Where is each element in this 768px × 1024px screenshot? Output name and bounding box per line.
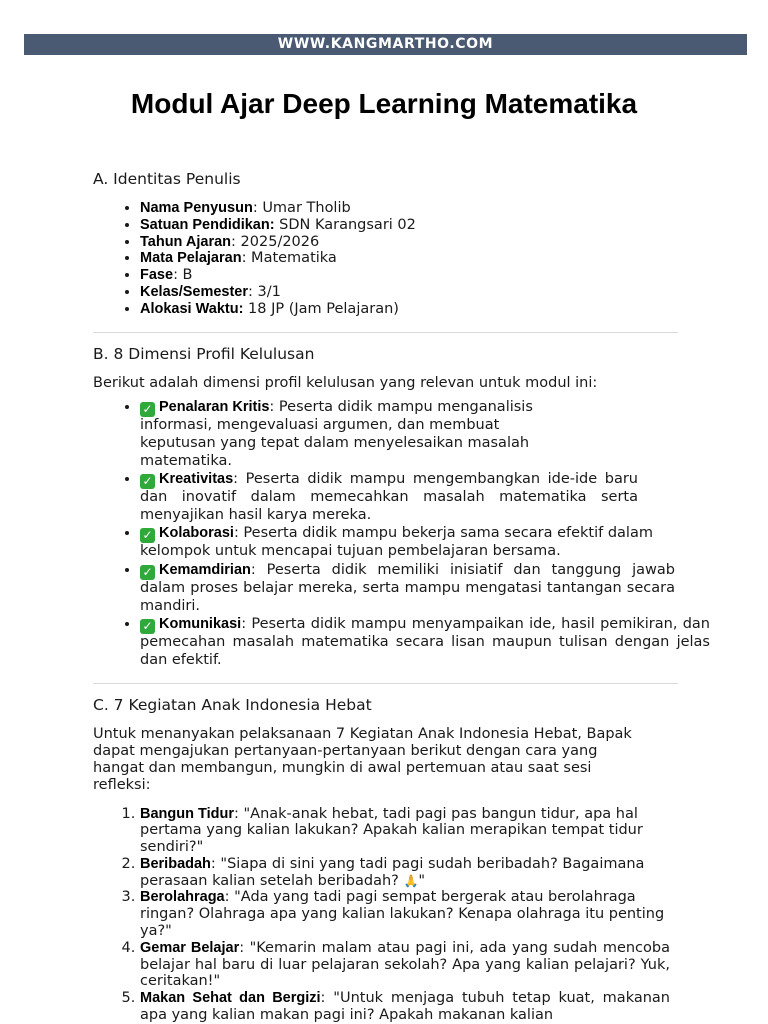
section-divider <box>93 332 678 333</box>
activity-question: : "Anak-anak hebat, tadi pagi pas bangun tidur, apa hal pertama yang kalian lakukan? Apakah kalian merapikan tempat tidur sendiri?" <box>140 805 643 856</box>
identity-label: Nama Penyusun <box>140 200 253 216</box>
document-body <box>93 168 710 1024</box>
dimension-item <box>140 616 710 669</box>
section-c-heading: C. 7 Kegiatan Anak Indonesia Hebat <box>93 696 372 715</box>
identity-item <box>140 250 678 267</box>
dimension-label: Kreativitas <box>159 471 234 488</box>
identity-label: Kelas/Semester <box>140 283 249 300</box>
site-banner <box>24 34 747 55</box>
activity-item <box>140 806 678 856</box>
document-title: Modul Ajar Deep Learning Matematika <box>130 88 638 119</box>
identity-value: : Umar Tholib <box>252 200 351 216</box>
activity-list <box>93 806 678 1024</box>
identity-item <box>140 301 678 318</box>
check-mark-button-icon: ✓ <box>140 528 155 543</box>
dimension-label: Penalaran Kritis <box>159 399 270 416</box>
activity-question-end: " <box>418 872 426 889</box>
dimension-description: : Peserta didik memiliki inisiatif dan tanggung jawab dalam proses belajar mereka, serta mampu mengatasi tantangan secara mandiri. <box>140 561 675 614</box>
dimension-item <box>140 471 638 524</box>
dimension-label: Kemamdirian <box>159 561 251 578</box>
activity-label: Bangun Tidur <box>140 805 234 822</box>
dimension-item <box>140 399 550 470</box>
identity-item <box>140 267 678 284</box>
activity-question: : "Ada yang tadi pagi sempat bergerak atau berolahraga ringan? Olahraga apa yang kalian lakukan? Kenapa olahraga itu penting ya?" <box>140 889 665 940</box>
dimension-label: Kolaborasi <box>159 525 234 542</box>
activity-label: Berolahraga <box>140 889 225 906</box>
activity-question: : "Kemarin malam atau pagi ini, ada yang sudah mencoba belajar hal baru di luar pelajaran sekolah? Apa yang kalian pelajari? Yuk, ceritakan!" <box>140 939 670 990</box>
dimension-description: : Peserta didik mampu mengembangkan ide-ide baru dan inovatif dalam memecahkan masalah matematika serta menyajikan hasil karya mereka. <box>140 471 638 523</box>
check-mark-button-icon: ✓ <box>140 474 155 489</box>
identity-label: Mata Pelajaran <box>140 250 242 267</box>
dimension-item <box>140 562 675 615</box>
identity-list <box>93 200 678 318</box>
activity-question: : "Untuk menjaga tubuh tetap kuat, makanan apa yang kalian makan pagi ini? Apakah makanan kalian <box>140 990 670 1024</box>
section-c-intro: Untuk menanyakan pelaksanaan 7 Kegiatan Anak Indonesia Hebat, Bapak dapat mengajukan pertanyaan-pertanyaan berikut dengan cara yang hangat dan membangun, mungkin di awal pertemuan atau saat sesi refleksi: <box>93 726 632 793</box>
folded-hands-icon: 🙏 <box>403 873 419 888</box>
identity-item <box>140 284 678 301</box>
identity-item <box>140 217 678 234</box>
identity-value: : 2025/2026 <box>231 233 320 250</box>
check-mark-button-icon: ✓ <box>140 619 155 634</box>
banner-text: WWW.KANGMARTHO.COM <box>277 36 494 52</box>
identity-item <box>140 200 678 217</box>
activity-item <box>140 940 670 990</box>
dimension-item <box>140 525 695 561</box>
check-mark-button-icon: ✓ <box>140 565 155 580</box>
dimension-description: : Peserta didik mampu bekerja sama secara efektif dalam kelompok untuk mencapai tujuan pembelajaran bersama. <box>140 525 653 560</box>
activity-label: Beribadah <box>140 855 211 872</box>
identity-value: : Matematika <box>241 250 337 267</box>
identity-label: Tahun Ajaran <box>140 233 232 250</box>
identity-value: SDN Karangsari 02 <box>274 216 416 233</box>
activity-question: : "Siapa di sini yang tadi pagi sudah beribadah? Bagaimana perasaan kalian setelah beribadah? <box>140 855 645 889</box>
dimension-list <box>93 399 710 669</box>
identity-item <box>140 234 678 251</box>
activity-item <box>140 856 678 890</box>
section-a-heading: A. Identitas Penulis <box>93 170 241 188</box>
identity-value: : B <box>173 267 193 284</box>
check-mark-button-icon: ✓ <box>140 402 155 417</box>
activity-label: Gemar Belajar <box>140 939 240 956</box>
dimension-description: : Peserta didik mampu menyampaikan ide, hasil pemikiran, dan pemecahan masalah matematika secara lisan maupun tulisan dengan jelas dan efektif. <box>140 616 710 668</box>
dimension-description: : Peserta didik mampu menganalisis informasi, mengevaluasi argumen, dan membuat keputusan yang tepat dalam menyelesaikan masalah matematika. <box>140 399 533 469</box>
activity-label: Makan Sehat dan Bergizi <box>140 990 321 1007</box>
activity-item <box>140 990 670 1024</box>
identity-label: Alokasi Waktu: <box>140 300 244 317</box>
activity-item <box>140 889 678 939</box>
identity-label: Fase <box>140 267 174 284</box>
identity-value: : 3/1 <box>248 283 281 300</box>
identity-label: Satuan Pendidikan: <box>140 216 275 233</box>
dimension-label: Komunikasi <box>159 616 242 633</box>
section-b-heading: B. 8 Dimensi Profil Kelulusan <box>93 344 315 363</box>
identity-value: 18 JP (Jam Pelajaran) <box>243 300 399 317</box>
section-b-intro: Berikut adalah dimensi profil kelulusan yang relevan untuk modul ini: <box>93 374 598 391</box>
section-divider <box>93 683 678 684</box>
